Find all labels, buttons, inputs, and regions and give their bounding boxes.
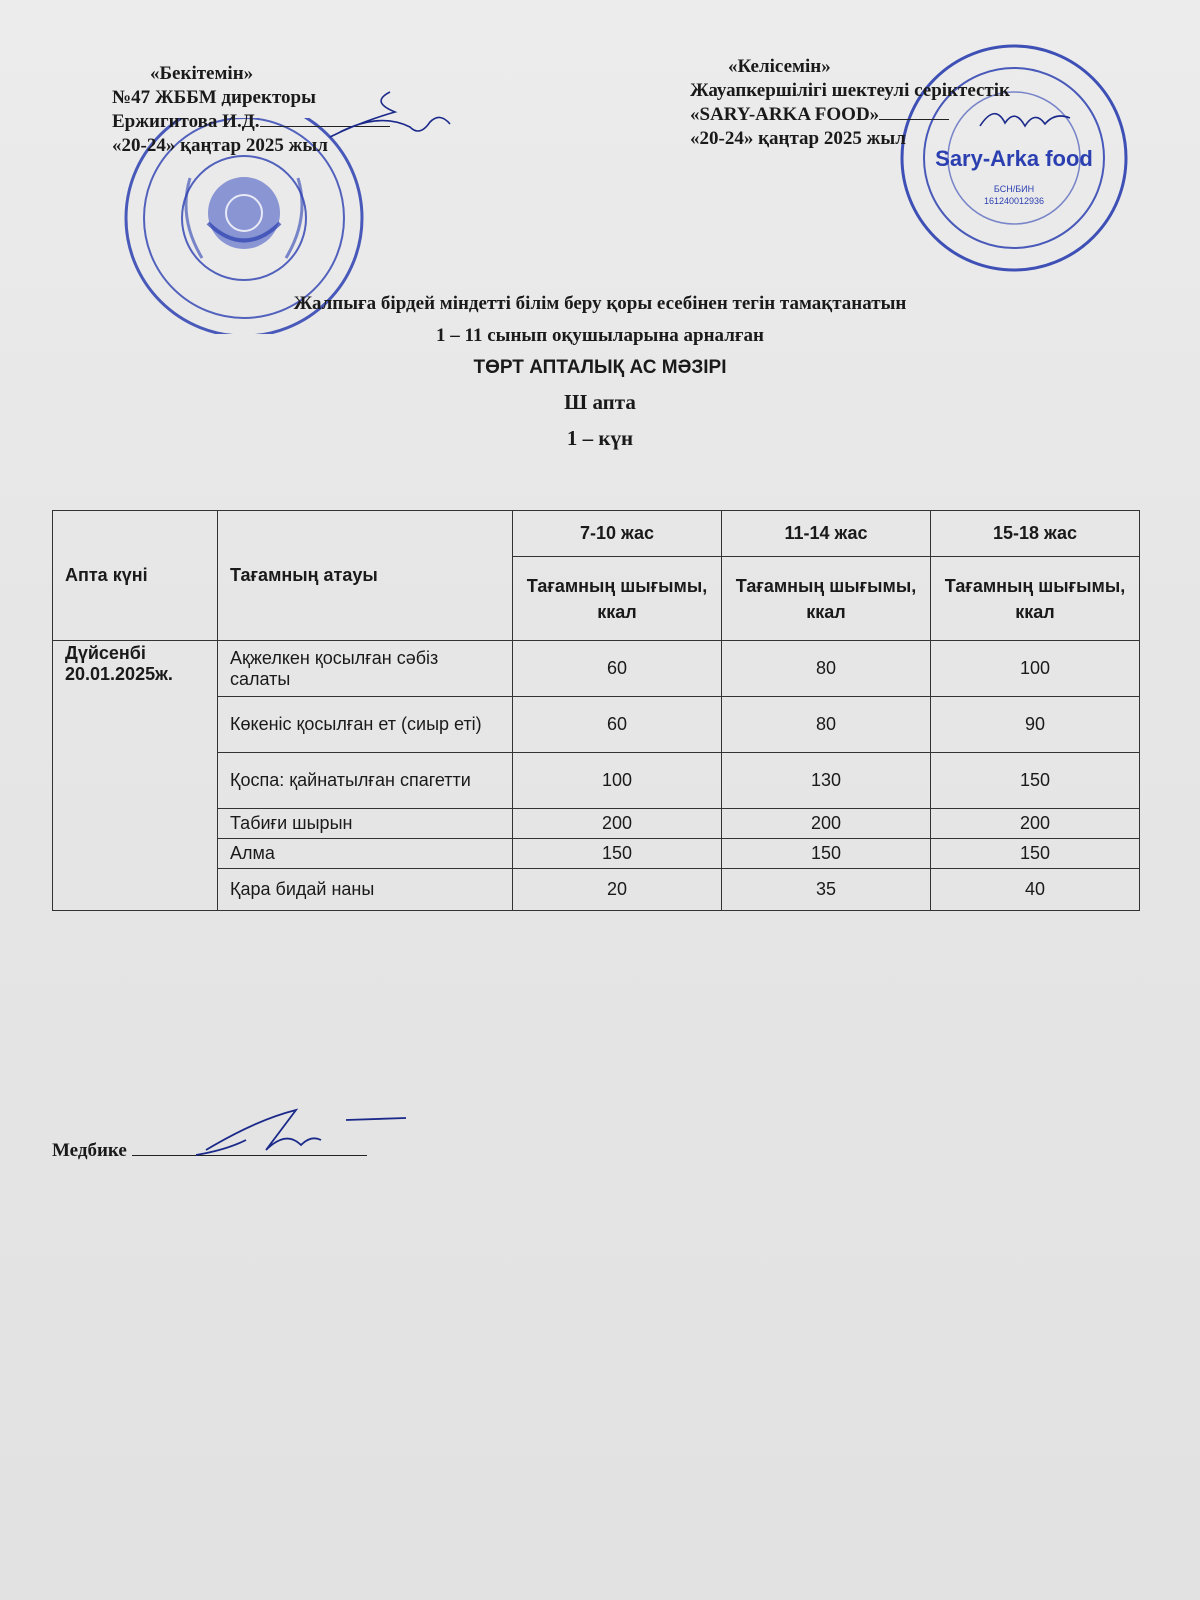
day-name: Дүйсенбі (65, 643, 146, 663)
kcal-11-14: 130 (722, 753, 931, 809)
heading-line-3: ТӨРТ АПТАЛЫҚ АС МӘЗІРІ (473, 357, 727, 378)
heading-day: 1 – күн (566, 426, 634, 450)
agreement-company-name: «SARY-ARKA FOOD» (690, 104, 880, 125)
kcal-15-18: 100 (931, 641, 1140, 697)
table-header-row (53, 511, 1140, 557)
subheader-1: Тағамның шығымы, ккал (513, 557, 722, 641)
kcal-11-14: 200 (722, 809, 931, 839)
agreement-signature-line (879, 105, 949, 120)
approval-position: №47 ЖББМ директоры (112, 87, 316, 108)
table-row (53, 641, 1140, 697)
agreement-company-type: Жауапкершілігі шектеулі серіктестік (690, 80, 1010, 101)
kcal-15-18: 200 (931, 809, 1140, 839)
agreement-block (690, 55, 1010, 151)
agreement-signature (975, 98, 1085, 138)
kcal-7-10: 150 (513, 839, 722, 869)
kcal-11-14: 35 (722, 869, 931, 911)
stamp-bin-label: БСН/БИН (993, 184, 1035, 194)
subheader-2: Тағамның шығымы, ккал (722, 557, 931, 641)
header-age-2: 11-14 жас (722, 511, 931, 557)
header-age-3: 15-18 жас (931, 511, 1140, 557)
dish-name: Алма (218, 839, 513, 869)
kcal-15-18: 150 (931, 753, 1140, 809)
menu-table (52, 510, 1140, 911)
kcal-11-14: 150 (722, 839, 931, 869)
dish-name: Қара бидай наны (218, 869, 513, 911)
approval-title: «Бекітемін» (150, 63, 254, 84)
kcal-7-10: 100 (513, 753, 722, 809)
approval-name: Ержигитова И.Д. (112, 111, 260, 132)
menu-heading (0, 288, 1200, 456)
header-age-1: 7-10 жас (513, 511, 722, 557)
header-day: Апта күні (53, 511, 218, 641)
agreement-title: «Келісемін» (728, 56, 831, 77)
day-cell (53, 641, 218, 911)
kcal-7-10: 20 (513, 869, 722, 911)
kcal-15-18: 150 (931, 839, 1140, 869)
agreement-date: «20-24» қаңтар 2025 жыл (690, 128, 906, 149)
nurse-signature (186, 1100, 411, 1170)
dish-name: Көкеніс қосылған ет (сиыр еті) (218, 697, 513, 753)
nurse-label: Медбике (52, 1140, 127, 1161)
day-date: 20.01.2025ж. (65, 664, 173, 684)
approval-date: «20-24» қаңтар 2025 жыл (112, 135, 328, 156)
dish-name: Ақжелкен қосылған сәбіз салаты (218, 641, 513, 697)
kcal-11-14: 80 (722, 641, 931, 697)
heading-week: Ш апта (564, 390, 636, 414)
kcal-7-10: 200 (513, 809, 722, 839)
subheader-3: Тағамның шығымы, ккал (931, 557, 1140, 641)
stamp-bin: 161240012936 (983, 196, 1045, 206)
dish-name: Қоспа: қайнатылған спагетти (218, 753, 513, 809)
kcal-7-10: 60 (513, 697, 722, 753)
heading-line-1: Жалпыға бірдей міндетті білім беру қоры есебінен тегін тамақтанатын (293, 293, 907, 314)
kcal-11-14: 80 (722, 697, 931, 753)
kcal-15-18: 90 (931, 697, 1140, 753)
kcal-7-10: 60 (513, 641, 722, 697)
kcal-15-18: 40 (931, 869, 1140, 911)
heading-line-2: 1 – 11 сынып оқушыларына арналған (436, 325, 764, 346)
director-signature (300, 82, 460, 152)
stamp-brand: Sary-Arka food (935, 146, 1093, 171)
dish-name: Табиғи шырын (218, 809, 513, 839)
header-dish: Тағамның атауы (218, 511, 513, 641)
